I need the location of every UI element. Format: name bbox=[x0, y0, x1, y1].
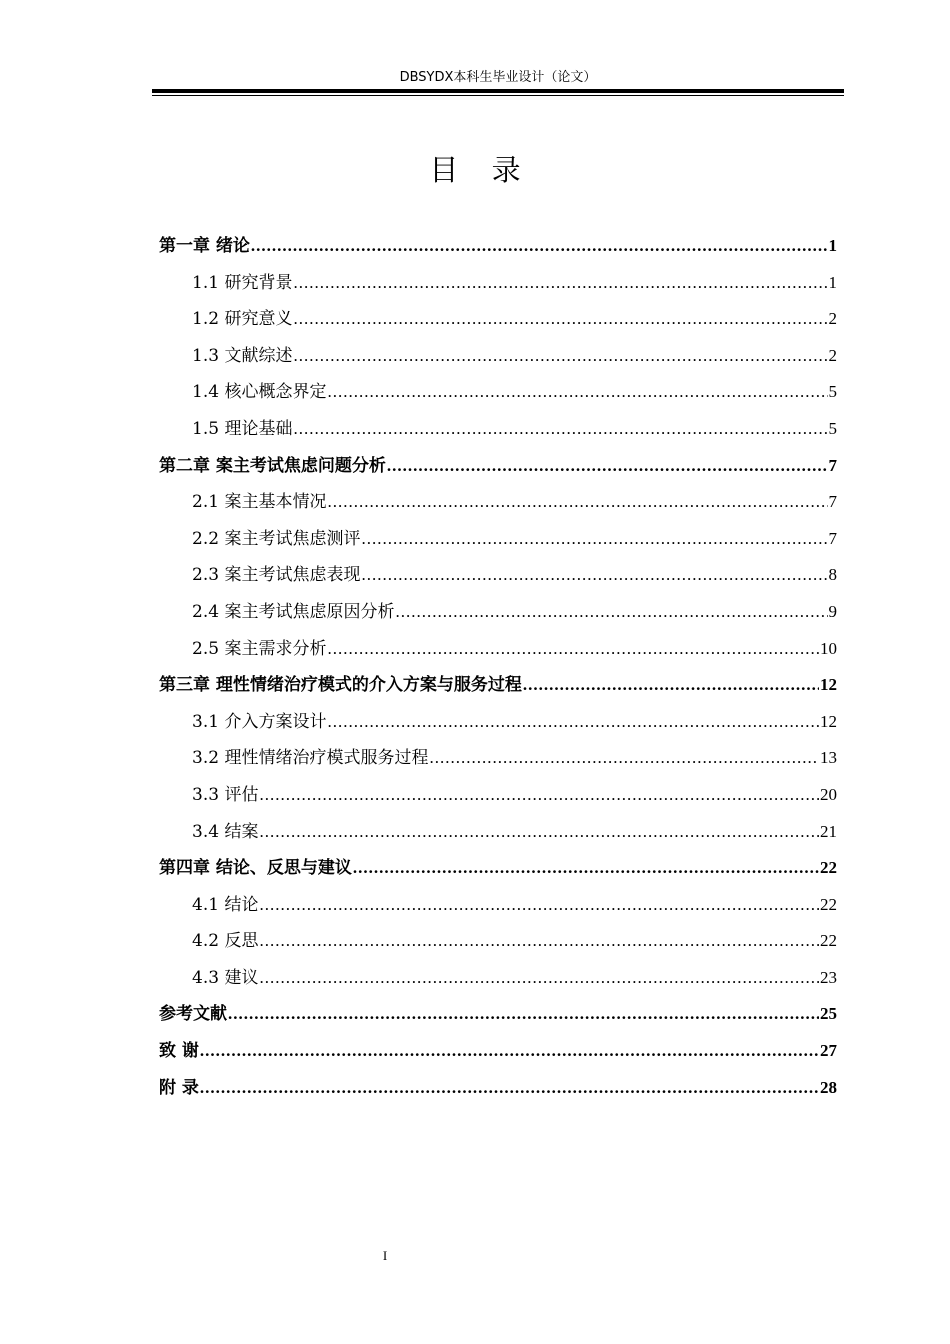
toc-entry-label: 1.5 理论基础 bbox=[192, 418, 293, 439]
toc-section-entry[interactable] bbox=[159, 594, 837, 631]
toc-dot-leader bbox=[523, 667, 819, 704]
toc-entry-page: 23 bbox=[820, 967, 837, 987]
toc-entry-label: 附 录 bbox=[159, 1077, 199, 1098]
toc-section-entry[interactable] bbox=[159, 411, 837, 448]
toc-section-entry[interactable] bbox=[159, 557, 837, 594]
toc-entry-page: 13 bbox=[820, 748, 837, 768]
toc-entry-label: 2.3 案主考试焦虑表现 bbox=[192, 565, 361, 586]
toc-dot-leader bbox=[251, 228, 828, 265]
toc-dot-leader bbox=[293, 338, 827, 375]
toc-entry-page: 5 bbox=[828, 418, 837, 438]
toc-entry-label: 致 谢 bbox=[159, 1041, 199, 1062]
toc-section-entry[interactable] bbox=[159, 777, 837, 814]
toc-section-entry[interactable] bbox=[159, 484, 837, 521]
toc-dot-leader bbox=[353, 850, 819, 887]
toc-dot-leader bbox=[293, 265, 827, 302]
toc-dot-leader bbox=[327, 704, 819, 741]
toc-entry-page: 21 bbox=[820, 821, 837, 841]
toc-entry-label: 1.2 研究意义 bbox=[192, 309, 293, 330]
page-number: I bbox=[382, 1248, 388, 1263]
running-header: DBSYDX本科生毕业设计（论文） bbox=[399, 70, 597, 85]
toc-dot-leader bbox=[293, 301, 827, 338]
toc-dot-leader bbox=[293, 411, 827, 448]
toc-entry-page: 22 bbox=[820, 894, 837, 914]
toc-dot-leader bbox=[259, 960, 819, 997]
toc-section-entry[interactable] bbox=[159, 265, 837, 302]
toc-entry-page: 20 bbox=[820, 784, 837, 804]
toc-section-entry[interactable] bbox=[159, 338, 837, 375]
toc-entry-label: 第二章 案主考试焦虑问题分析 bbox=[159, 455, 386, 476]
toc-dot-leader bbox=[361, 521, 827, 558]
toc-entry-page: 22 bbox=[820, 858, 837, 878]
toc-section-entry[interactable] bbox=[159, 960, 837, 997]
toc-dot-leader bbox=[395, 594, 827, 631]
toc-chapter-entry[interactable] bbox=[159, 448, 837, 485]
toc-section-entry[interactable] bbox=[159, 814, 837, 851]
toc-section-entry[interactable] bbox=[159, 704, 837, 741]
table-of-contents bbox=[159, 228, 837, 1106]
toc-chapter-entry[interactable] bbox=[159, 1070, 837, 1107]
toc-entry-page: 28 bbox=[820, 1077, 837, 1097]
toc-entry-page: 1 bbox=[828, 236, 837, 255]
toc-entry-label: 1.3 文献综述 bbox=[192, 345, 293, 366]
toc-dot-leader bbox=[200, 1070, 819, 1107]
toc-section-entry[interactable] bbox=[159, 374, 837, 411]
toc-entry-label: 1.4 核心概念界定 bbox=[192, 382, 327, 403]
toc-entry-label: 3.3 评估 bbox=[192, 784, 259, 805]
toc-dot-leader bbox=[259, 777, 819, 814]
toc-section-entry[interactable] bbox=[159, 887, 837, 924]
toc-section-entry[interactable] bbox=[159, 521, 837, 558]
toc-entry-label: 第四章 结论、反思与建议 bbox=[159, 858, 352, 879]
toc-entry-label: 1.1 研究背景 bbox=[192, 272, 293, 293]
toc-dot-leader bbox=[327, 374, 827, 411]
toc-entry-page: 2 bbox=[828, 309, 837, 329]
toc-entry-page: 7 bbox=[828, 492, 837, 512]
toc-chapter-entry[interactable] bbox=[159, 850, 837, 887]
toc-entry-page: 2 bbox=[828, 345, 837, 365]
toc-dot-leader bbox=[327, 484, 827, 521]
header-rule-thin bbox=[152, 95, 844, 96]
toc-chapter-entry[interactable] bbox=[159, 996, 837, 1033]
toc-dot-leader bbox=[259, 923, 819, 960]
toc-entry-label: 第三章 理性情绪治疗模式的介入方案与服务过程 bbox=[159, 675, 522, 696]
toc-dot-leader bbox=[200, 1033, 819, 1070]
toc-entry-label: 2.2 案主考试焦虑测评 bbox=[192, 528, 361, 549]
toc-entry-label: 参考文献 bbox=[159, 1004, 227, 1025]
toc-entry-page: 9 bbox=[828, 601, 837, 621]
toc-dot-leader bbox=[361, 557, 827, 594]
toc-chapter-entry[interactable] bbox=[159, 1033, 837, 1070]
toc-entry-page: 12 bbox=[820, 675, 837, 695]
toc-section-entry[interactable] bbox=[159, 740, 837, 777]
toc-entry-page: 7 bbox=[828, 455, 837, 475]
toc-dot-leader bbox=[228, 996, 819, 1033]
toc-dot-leader bbox=[387, 448, 828, 485]
toc-entry-label: 2.4 案主考试焦虑原因分析 bbox=[192, 601, 395, 622]
toc-chapter-entry[interactable] bbox=[159, 228, 837, 265]
toc-entry-label: 4.3 建议 bbox=[192, 967, 259, 988]
toc-dot-leader bbox=[429, 740, 819, 777]
toc-entry-page: 7 bbox=[828, 528, 837, 548]
header-rule-thick bbox=[152, 89, 844, 93]
toc-entry-page: 1 bbox=[828, 272, 837, 292]
toc-entry-label: 4.2 反思 bbox=[192, 931, 259, 952]
toc-dot-leader bbox=[327, 631, 819, 668]
page-title: 目 录 bbox=[429, 153, 533, 187]
toc-entry-label: 3.1 介入方案设计 bbox=[192, 711, 327, 732]
toc-entry-page: 12 bbox=[820, 711, 837, 731]
toc-entry-page: 5 bbox=[828, 382, 837, 402]
toc-section-entry[interactable] bbox=[159, 631, 837, 668]
toc-dot-leader bbox=[259, 887, 819, 924]
toc-entry-page: 8 bbox=[828, 565, 837, 585]
toc-section-entry[interactable] bbox=[159, 923, 837, 960]
toc-entry-label: 2.5 案主需求分析 bbox=[192, 638, 327, 659]
toc-section-entry[interactable] bbox=[159, 301, 837, 338]
toc-entry-label: 第一章 绪论 bbox=[159, 236, 250, 256]
toc-entry-label: 4.1 结论 bbox=[192, 894, 259, 915]
toc-entry-page: 22 bbox=[820, 931, 837, 951]
toc-chapter-entry[interactable] bbox=[159, 667, 837, 704]
toc-entry-page: 10 bbox=[820, 638, 837, 658]
toc-entry-label: 3.2 理性情绪治疗模式服务过程 bbox=[192, 748, 429, 769]
toc-entry-page: 25 bbox=[820, 1004, 837, 1024]
toc-entry-page: 27 bbox=[820, 1041, 837, 1061]
toc-entry-label: 2.1 案主基本情况 bbox=[192, 492, 327, 513]
toc-entry-label: 3.4 结案 bbox=[192, 821, 259, 842]
toc-dot-leader bbox=[259, 814, 819, 851]
